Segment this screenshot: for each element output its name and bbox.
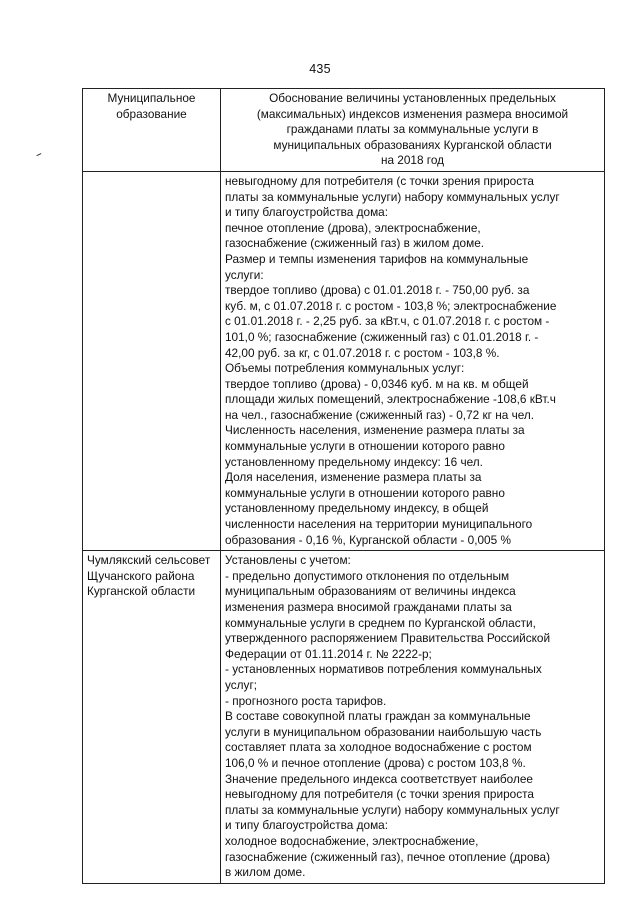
justification-text-line: с 01.01.2018 г. - 2,25 руб. за кВт.ч, с 01.07.2018 г. с ростом - <box>225 314 550 329</box>
municipality-name-line: Чумлякский сельсовет <box>87 553 211 568</box>
justification-text-line: В составе совокупной платы граждан за коммунальные <box>225 709 531 724</box>
justification-text-line: - предельно допустимого отклонения по отдельным <box>225 568 510 583</box>
justification-text-line: услуги в муниципальном образовании наибольшую часть <box>225 724 542 739</box>
header-text-line: образование <box>116 106 187 121</box>
justification-cell <box>221 171 605 550</box>
header-text-line: гражданами платы за коммунальные услуги в <box>286 122 539 137</box>
municipality-cell <box>83 551 221 883</box>
justification-text-line: изменения размера вносимой гражданами платы за <box>225 600 512 614</box>
table-header-row <box>83 89 605 172</box>
table-row <box>83 171 605 550</box>
justification-text-line: площади жилых помещений, электроснабжение -108,6 кВт.ч <box>225 392 556 407</box>
header-justification <box>221 89 605 172</box>
justification-text-line: Федерации от 01.11.2014 г. № 2222-р; <box>225 646 432 661</box>
justification-text-line: куб. м, с 01.07.2018 г. с ростом - 103,8 %; электроснабжение <box>225 298 557 313</box>
justification-text-line: муниципальным образованиям от величины индекса <box>225 584 516 599</box>
municipality-name-line: Курганской области <box>87 584 196 599</box>
justification-text-line: невыгодному для потребителя (с точки зрения прироста <box>225 787 534 802</box>
justification-text-line: газоснабжение (сжиженный газ), печное отопление (дрова) <box>225 849 551 864</box>
municipality-name-line: Щучанского района <box>87 568 195 583</box>
justification-text-line: на чел., газоснабжение (сжиженный газ) - 0,72 кг на чел. <box>225 407 535 422</box>
justification-text-line: услуг; <box>225 677 258 692</box>
justification-cell <box>221 551 605 883</box>
justification-text-line: - установленных нормативов потребления коммунальных <box>225 662 542 677</box>
justification-text-line: и типу благоустройства дома: <box>225 205 389 220</box>
justification-text-line: Численность населения, изменение размера платы за <box>225 423 525 438</box>
justification-table <box>82 88 605 884</box>
header-text-line: (максимальных) индексов изменения размера вносимой <box>256 106 569 121</box>
justification-text-line: коммунальные услуги в среднем по Курганской области, <box>225 615 536 630</box>
header-text-line: на 2018 год <box>380 153 445 168</box>
justification-text-line: невыгодному для потребителя (с точки зрения прироста <box>225 173 534 188</box>
justification-text-line: Значение предельного индекса соответствует наиболее <box>225 771 533 786</box>
page-number: 435 <box>309 62 331 76</box>
header-text-line: Муниципальное <box>107 91 196 105</box>
justification-text-line: газоснабжение (сжиженный газ) в жилом доме. <box>225 236 485 251</box>
justification-text-line: твердое топливо (дрова) - 0,0346 куб. м на кв. м общей <box>225 376 529 391</box>
justification-text-line: твердое топливо (дрова) с 01.01.2018 г. - 750,00 руб. за <box>225 283 530 298</box>
justification-text-line: коммунальные услуги в отношении которого равно <box>225 439 505 454</box>
justification-text-line: холодное водоснабжение, электроснабжение, <box>225 833 479 848</box>
header-text-line: Обоснование величины установленных предельных <box>269 91 556 105</box>
municipality-cell <box>83 171 221 550</box>
justification-text-line: Доля населения, изменение размера платы за <box>225 470 482 485</box>
table-row <box>83 551 605 883</box>
justification-text-line: платы за коммунальные услуги) набору коммунальных услуг <box>225 802 560 817</box>
header-municipality <box>83 89 221 172</box>
justification-text-line: 101,0 %; газоснабжение (сжиженный газ) с 01.01.2018 г. - <box>225 329 539 344</box>
justification-text-line: утвержденного распоряжением Правительства Российской <box>225 631 551 646</box>
justification-text-line: Установлены с учетом: <box>225 553 351 568</box>
justification-text-line: установленному предельному индексу, в общей <box>225 501 489 516</box>
justification-text-line: Объемы потребления коммунальных услуг: <box>225 361 465 376</box>
justification-text-line: образования - 0,16 %, Курганской области - 0,005 % <box>225 532 511 547</box>
justification-text-line: - прогнозного роста тарифов. <box>225 693 387 708</box>
justification-text-line: в жилом доме. <box>225 865 306 880</box>
justification-text-line: Размер и темпы изменения тарифов на коммунальные <box>225 251 529 266</box>
justification-text-line: составляет плата за холодное водоснабжение с ростом <box>225 740 532 755</box>
justification-text-line: численности населения на территории муниципального <box>225 517 533 532</box>
header-text-line: муниципальных образованиях Курганской области <box>273 137 552 152</box>
justification-text-line: и типу благоустройства дома: <box>225 818 389 833</box>
scan-mark <box>36 153 42 159</box>
justification-text-line: установленному предельному индексу: 16 чел. <box>225 454 483 469</box>
justification-text-line: платы за коммунальные услуги) набору коммунальных услуг <box>225 189 560 204</box>
justification-text-line: услуги: <box>225 267 264 282</box>
justification-text-line: печное отопление (дрова), электроснабжение, <box>225 220 481 235</box>
justification-text-line: 42,00 руб. за кг, с 01.07.2018 г. с ростом - 103,8 %. <box>225 345 500 360</box>
justification-text-line: коммунальные услуги в отношении которого равно <box>225 485 505 500</box>
justification-text-line: 106,0 % и печное отопление (дрова) с ростом 103,8 %. <box>225 755 526 770</box>
